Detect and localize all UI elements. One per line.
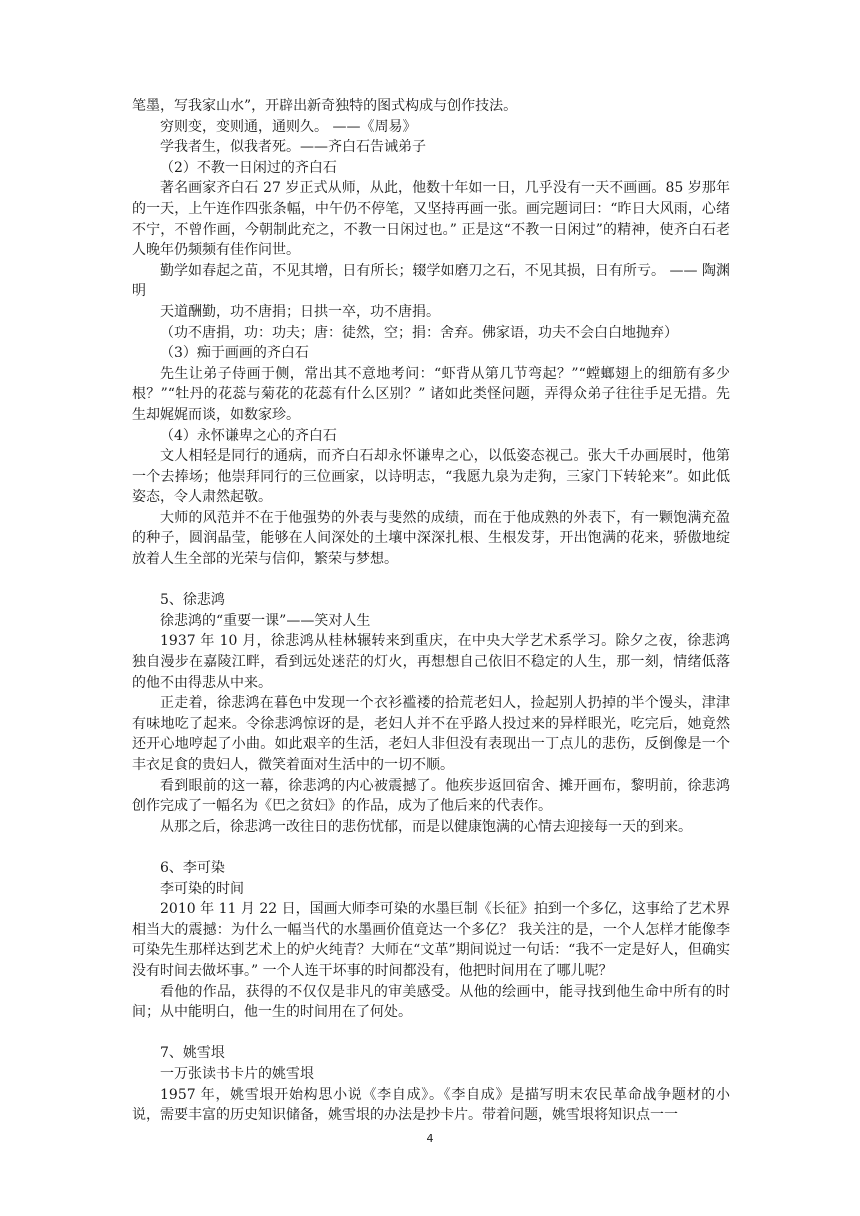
paragraph: 文人相轻是同行的通病，而齐白石却永怀谦卑之心，以低姿态视己。张大千办画展时，他第一个去捧场；他崇拜同行的三位画家，以诗明志，“我愿九泉为走狗，三家门下转轮来”。如此低姿态，令人肃然起敬。 — [132, 448, 730, 506]
paragraph: 7、姚雪垠 — [160, 1045, 225, 1062]
paragraph: 看到眼前的这一幕，徐悲鸿的内心被震撼了。他疾步返回宿舍、摊开画布，黎明前，徐悲鸿创作完成了一幅名为《巴之贫妇》的作品，成为了他后来的代表作。 — [132, 777, 730, 815]
paragraph: 1957 年，姚雪垠开始构思小说《李自成》。《李自成》是描写明末农民革命战争题材的小说，需要丰富的历史知识储备，姚雪垠的办法是抄卡片。带着问题，姚雪垠将知识点一一 — [132, 1086, 730, 1124]
paragraph: 看他的作品，获得的不仅仅是非凡的审美感受。从他的绘画中，能寻找到他生命中所有的时间；从中能明白，他一生的时间用在了何处。 — [132, 983, 730, 1021]
paragraph: 正走着，徐悲鸿在暮色中发现一个衣衫褴褛的拾荒老妇人，捡起别人扔掉的半个馒头，津津有味地吃了起来。令徐悲鸿惊讶的是，老妇人并不在乎路人投过来的异样眼光，吃完后，她竟然还开心地哼起了小曲。如此艰辛的生活，老妇人非但没有表现出一丁点儿的悲伤，反倒像是一个丰衣足食的贵妇人，微笑着面对生活中的一切不顺。 — [132, 695, 730, 773]
paragraph-spacer — [132, 1023, 730, 1044]
paragraph-spacer — [132, 570, 730, 591]
paragraph: 徐悲鸿的“重要一课”——笑对人生 — [160, 612, 371, 629]
paragraph: 5、徐悲鸿 — [160, 592, 225, 609]
paragraph: 勤学如春起之苗，不见其增，日有所长；辍学如磨刀之石，不见其损，日有所亏。 —— 陶渊明 — [132, 262, 730, 300]
paragraph: 6、李可染 — [160, 859, 225, 876]
paragraph: 一万张读书卡片的姚雪垠 — [160, 1065, 314, 1082]
paragraph: 大师的风范并不在于他强势的外表与斐然的成绩，而在于他成熟的外表下，有一颗饱满充盈的种子，圆润晶莹，能够在人间深处的土壤中深深扎根、生根发芽，开出饱满的花来，骄傲地绽放着人生全部的光荣与信仰，繁荣与梦想。 — [132, 509, 730, 568]
paragraph: 穷则变，变则通，通则久。 ——《周易》 — [160, 118, 417, 135]
paragraph-spacer — [132, 837, 730, 858]
paragraph: 先生让弟子侍画于侧，常出其不意地考问：“虾背从第几节弯起？”“螳螂翅上的细筋有多少根？”“牡丹的花蕊与菊花的花蕊有什么区别？” 诸如此类怪问题，弄得众弟子往往手足无措。先生却娓娓而谈，如数家珍。 — [132, 365, 730, 423]
paragraph: 著名画家齐白石 27 岁正式从师，从此，他数十年如一日，几乎没有一天不画画。85 岁那年的一天，上午连作四张条幅，中午仍不停笔，又坚持再画一张。画完题词曰：“昨日大风雨，心绪不宁，不曾作画，今朝制此充之，不教一日闲过也。” 正是这“不教一日闲过”的精神，使齐白石老人晚年仍频频有佳作问世。 — [132, 180, 730, 259]
paragraph: 李可染的时间 — [160, 880, 244, 897]
paragraph: （4）永怀谦卑之心的齐白石 — [160, 427, 337, 444]
page-number: 4 — [426, 1132, 434, 1145]
paragraph: 天道酬勤，功不唐捐；日拱一卒，功不唐捐。 — [160, 303, 440, 320]
paragraph: 学我者生，似我者死。——齐白石告诫弟子 — [160, 139, 426, 156]
paragraph: 笔墨，写我家山水”，开辟出新奇独特的图式构成与创作技法。 — [132, 98, 518, 114]
paragraph: 从那之后，徐悲鸿一改往日的悲伤忧郁，而是以健康饱满的心情去迎接每一天的到来。 — [160, 818, 692, 835]
paragraph: 1937 年 10 月，徐悲鸿从桂林辗转来到重庆，在中央大学艺术系学习。除夕之夜，徐悲鸿独自漫步在嘉陵江畔，看到远处迷茫的灯火，再想想自己依旧不稳定的人生，那一刻，情绪低落的他不由得悲从中来。 — [132, 633, 730, 691]
paragraph: （3）痴于画画的齐白石 — [160, 345, 309, 362]
paragraph: 2010 年 11 月 22 日，国画大师李可染的水墨巨制《长征》拍到一个多亿，这事给了艺术界相当大的震撼：为什么一幅当代的水墨画价值竟达一个多亿？ 我关注的是，一个人怎样才能像李可染先生那样达到艺术上的炉火纯青？大师在“文革”期间说过一句话：“我不一定是好人，但确实没有时间去做坏事。” 一个人连干坏事的时间都没有，他把时间用在了哪儿呢？ — [132, 901, 730, 979]
paragraph: （2）不教一日闲过的齐白石 — [160, 159, 337, 176]
document-body — [132, 96, 730, 1126]
paragraph: （功不唐捐，功：功夫；唐：徒然，空；捐：舍弃。佛家语，功夫不会白白地抛弃） — [160, 324, 678, 341]
